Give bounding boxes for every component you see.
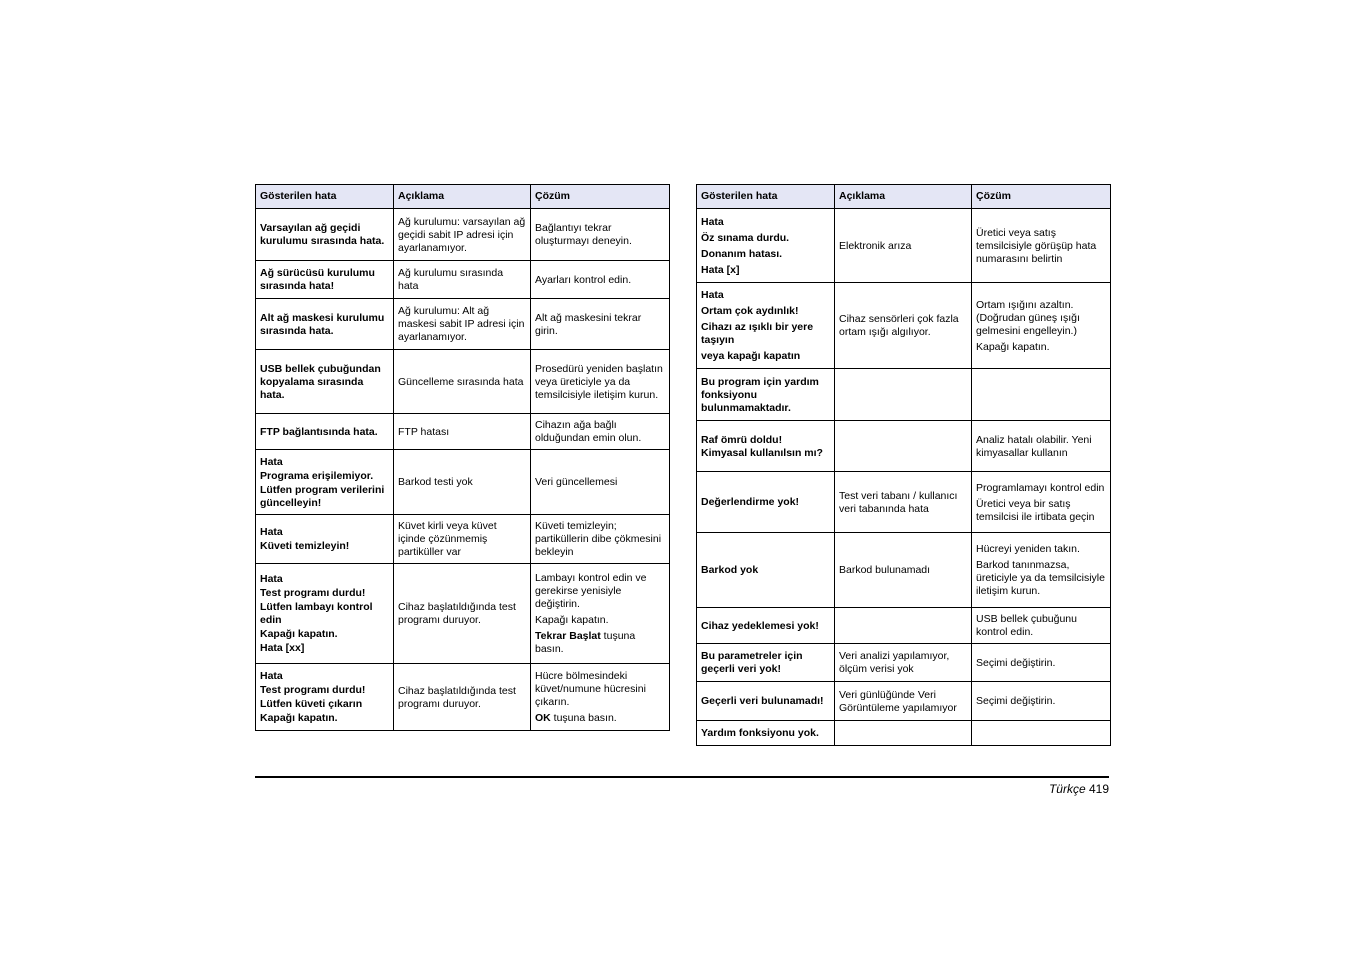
cell-line: Raf ömrü doldu! Kimyasal kullanılsın mı? — [701, 433, 823, 459]
header-solution: Çözüm — [531, 185, 670, 209]
footer-page-number: 419 — [1088, 782, 1109, 796]
cell-line: Hata [xx] — [260, 642, 305, 654]
cell-line: Veri güncellemesi — [535, 476, 618, 488]
cell-line: FTP bağlantısında hata. — [260, 425, 378, 438]
key-instruction: tuşuna basın. — [535, 630, 636, 655]
table-row — [697, 209, 1111, 283]
error-cell — [256, 564, 394, 664]
table-row — [697, 682, 1111, 721]
cell-line: Test programı durdu! — [260, 587, 366, 599]
solution-cell — [972, 209, 1111, 283]
cell-line: Cihaz başlatıldığında test programı duruyor. — [398, 601, 516, 626]
cell-line: Elektronik arıza — [839, 239, 912, 252]
description-cell — [835, 608, 972, 644]
cell-line: Analiz hatalı olabilir. Yeni kimyasallar kullanın — [976, 433, 1092, 459]
header-description: Açıklama — [835, 185, 972, 209]
table-row — [697, 533, 1111, 608]
table-row — [256, 664, 670, 731]
error-cell — [256, 515, 394, 564]
error-cell — [256, 350, 394, 414]
description-cell — [394, 664, 531, 731]
cell-line: Öz sınama durdu. — [701, 231, 790, 244]
cell-line: Kapağı kapatın. — [260, 712, 338, 724]
cell-line: Küveti temizleyin! — [260, 540, 350, 552]
error-cell — [697, 721, 835, 746]
error-cell — [697, 472, 835, 533]
table-row — [697, 369, 1111, 421]
cell-line: USB bellek çubuğunu kontrol edin. — [976, 613, 1077, 638]
cell-line: Barkod testi yok — [398, 476, 473, 488]
cell-line: Değerlendirme yok! — [701, 496, 800, 508]
description-cell — [394, 350, 531, 414]
cell-line: FTP hatası — [398, 425, 450, 438]
cell-line: veya kapağı kapatın — [701, 350, 801, 362]
cell-line: Geçerli veri bulunamadı! — [701, 695, 824, 707]
cell-line: Güncelleme sırasında hata — [398, 375, 524, 388]
key-instruction: tuşuna basın. — [550, 712, 617, 724]
table-row — [256, 261, 670, 299]
solution-cell — [972, 369, 1111, 421]
table-row — [697, 644, 1111, 682]
cell-line — [535, 630, 665, 656]
footer-language: Türkçe — [1048, 782, 1086, 796]
cell-line: Küvet kirli veya küvet içinde çözünmemiş partiküller var — [398, 520, 497, 558]
footer-rule — [255, 776, 1109, 778]
cell-line: Hücreyi yeniden takın. — [976, 543, 1080, 555]
cell-line: Programlamayı kontrol edin — [976, 481, 1105, 494]
cell-line: Barkod tanınmazsa, üreticiyle ya da temsilcisiyle iletişim kurun. — [976, 559, 1105, 597]
description-cell — [394, 515, 531, 564]
header-error: Gösterilen hata — [256, 185, 394, 209]
description-cell — [835, 472, 972, 533]
cell-line: Üretici veya bir satış temsilcisi ile irtibata geçin — [976, 497, 1095, 523]
header-error: Gösterilen hata — [697, 185, 835, 209]
description-cell — [394, 414, 531, 450]
solution-cell — [972, 644, 1111, 682]
table-row — [697, 472, 1111, 533]
cell-line: Hata — [260, 526, 283, 538]
cell-line: Lambayı kontrol edin ve gerekirse yenisiyle değiştirin. — [535, 572, 647, 610]
cell-line: Cihaz başlatıldığında test programı duruyor. — [398, 684, 516, 710]
solution-cell — [531, 664, 670, 731]
solution-cell — [531, 450, 670, 515]
table-row — [256, 564, 670, 664]
description-cell — [394, 564, 531, 664]
error-cell — [256, 261, 394, 299]
cell-line: Lütfen lambayı kontrol edin — [260, 601, 373, 626]
cell-line: USB bellek çubuğundan kopyalama sırasında hata. — [260, 362, 381, 401]
left-error-table — [255, 184, 670, 731]
description-cell — [394, 450, 531, 515]
cell-line: Küveti temizleyin; partiküllerin dibe çökmesini bekleyin — [535, 520, 662, 558]
cell-line: Ağ kurulumu: varsayılan ağ geçidi sabit IP adresi için ayarlanamıyor. — [398, 215, 526, 254]
error-cell — [256, 209, 394, 261]
solution-cell — [531, 414, 670, 450]
description-cell — [394, 299, 531, 350]
cell-line: Cihazı az ışıklı bir yere taşıyın — [701, 321, 814, 346]
table-row — [697, 721, 1111, 746]
cell-line: Hata — [260, 573, 283, 585]
solution-cell — [531, 209, 670, 261]
cell-line: Lütfen küveti çıkarın — [260, 698, 363, 710]
cell-line: Seçimi değiştirin. — [976, 695, 1056, 707]
solution-cell — [972, 608, 1111, 644]
cell-line: Varsayılan ağ geçidi kurulumu sırasında hata. — [260, 222, 385, 247]
cell-line: Test veri tabanı / kullanıcı veri tabanında hata — [839, 489, 958, 515]
error-cell — [697, 608, 835, 644]
cell-line: Hata — [701, 215, 724, 228]
error-cell — [256, 450, 394, 515]
cell-line: Programa erişilemiyor. — [260, 469, 374, 482]
solution-cell — [531, 261, 670, 299]
cell-line: Alt ağ maskesini tekrar girin. — [535, 311, 642, 337]
error-cell — [697, 682, 835, 721]
cell-line: Hata — [260, 670, 283, 682]
description-cell — [835, 682, 972, 721]
cell-line: Ağ kurulumu: Alt ağ maskesi sabit IP adresi için ayarlanamıyor. — [398, 305, 525, 343]
right-error-table — [696, 184, 1111, 746]
solution-cell — [972, 721, 1111, 746]
cell-line: Cihazın ağa bağlı olduğundan emin olun. — [535, 419, 642, 444]
cell-line: Hata — [701, 289, 724, 301]
cell-line: Ortam ışığını azaltın. (Doğrudan güneş ışığı gelmesini engelleyin.) — [976, 298, 1080, 337]
cell-line: Prosedürü yeniden başlatın veya üreticiyle ya da temsilcisiyle iletişim kurun. — [535, 362, 663, 401]
key-name: Tekrar Başlat — [535, 630, 601, 642]
error-cell — [697, 209, 835, 283]
description-cell — [835, 533, 972, 608]
solution-cell — [972, 533, 1111, 608]
error-cell — [256, 664, 394, 731]
cell-line: Kapağı kapatın. — [260, 628, 338, 640]
error-cell — [697, 369, 835, 421]
cell-line: Hata — [260, 455, 283, 468]
cell-line: Hücre bölmesindeki küvet/numune hücresini çıkarın. — [535, 670, 646, 708]
cell-line: Ayarları kontrol edin. — [535, 273, 632, 286]
error-cell — [256, 414, 394, 450]
table-row — [256, 350, 670, 414]
solution-cell — [972, 472, 1111, 533]
cell-line: Lütfen program verilerini güncelleyin! — [260, 483, 385, 509]
cell-line: Cihaz sensörleri çok fazla ortam ışığı algılıyor. — [839, 313, 959, 338]
solution-cell — [531, 350, 670, 414]
cell-line: Test programı durdu! — [260, 684, 366, 696]
cell-line: Barkod yok — [701, 564, 759, 576]
table-row — [697, 283, 1111, 369]
cell-line: Üretici veya satış temsilcisiyle görüşüp hata numarasını belirtin — [976, 226, 1097, 265]
table-row — [256, 515, 670, 564]
solution-cell — [531, 299, 670, 350]
description-cell — [835, 721, 972, 746]
table-row — [256, 450, 670, 515]
solution-cell — [531, 515, 670, 564]
cell-line: Alt ağ maskesi kurulumu sırasında hata. — [260, 311, 385, 337]
cell-line: Hata [x] — [701, 263, 740, 276]
header-description: Açıklama — [394, 185, 531, 209]
cell-line: Ağ kurulumu sırasında hata — [398, 267, 504, 292]
description-cell — [394, 209, 531, 261]
description-cell — [835, 421, 972, 472]
description-cell — [394, 261, 531, 299]
solution-cell — [972, 682, 1111, 721]
table-header-row — [697, 185, 1111, 209]
table-row — [697, 421, 1111, 472]
cell-line: Veri analizi yapılamıyor, ölçüm verisi yok — [839, 650, 950, 675]
error-cell — [256, 299, 394, 350]
solution-cell — [972, 421, 1111, 472]
solution-cell — [972, 283, 1111, 369]
error-cell — [697, 421, 835, 472]
cell-line: Bu parametreler için geçerli veri yok! — [701, 650, 803, 675]
cell-line: Ağ sürücüsü kurulumu sırasında hata! — [260, 267, 375, 292]
error-cell — [697, 283, 835, 369]
cell-line: Veri günlüğünde Veri Görüntüleme yapılamıyor — [839, 688, 957, 714]
cell-line: Kapağı kapatın. — [535, 614, 609, 626]
cell-line: Ortam çok aydınlık! — [701, 305, 799, 317]
cell-line: Cihaz yedeklemesi yok! — [701, 619, 819, 632]
table-header-row — [256, 185, 670, 209]
description-cell — [835, 209, 972, 283]
header-solution: Çözüm — [972, 185, 1111, 209]
cell-line: Kapağı kapatın. — [976, 340, 1050, 353]
description-cell — [835, 283, 972, 369]
cell-line: Bağlantıyı tekrar oluşturmayı deneyin. — [535, 222, 632, 247]
error-cell — [697, 644, 835, 682]
cell-line: Barkod bulunamadı — [839, 564, 931, 576]
solution-cell — [531, 564, 670, 664]
table-row — [256, 209, 670, 261]
error-cell — [697, 533, 835, 608]
page-footer — [1049, 782, 1109, 796]
table-row — [256, 299, 670, 350]
cell-line: Bu program için yardım fonksiyonu bulunmamaktadır. — [701, 375, 819, 414]
table-row — [697, 608, 1111, 644]
description-cell — [835, 644, 972, 682]
cell-line: Donanım hatası. — [701, 247, 783, 260]
cell-line — [535, 712, 665, 725]
table-row — [256, 414, 670, 450]
cell-line: Yardım fonksiyonu yok. — [701, 727, 819, 739]
description-cell — [835, 369, 972, 421]
key-name: OK — [535, 712, 551, 724]
cell-line: Seçimi değiştirin. — [976, 656, 1056, 669]
